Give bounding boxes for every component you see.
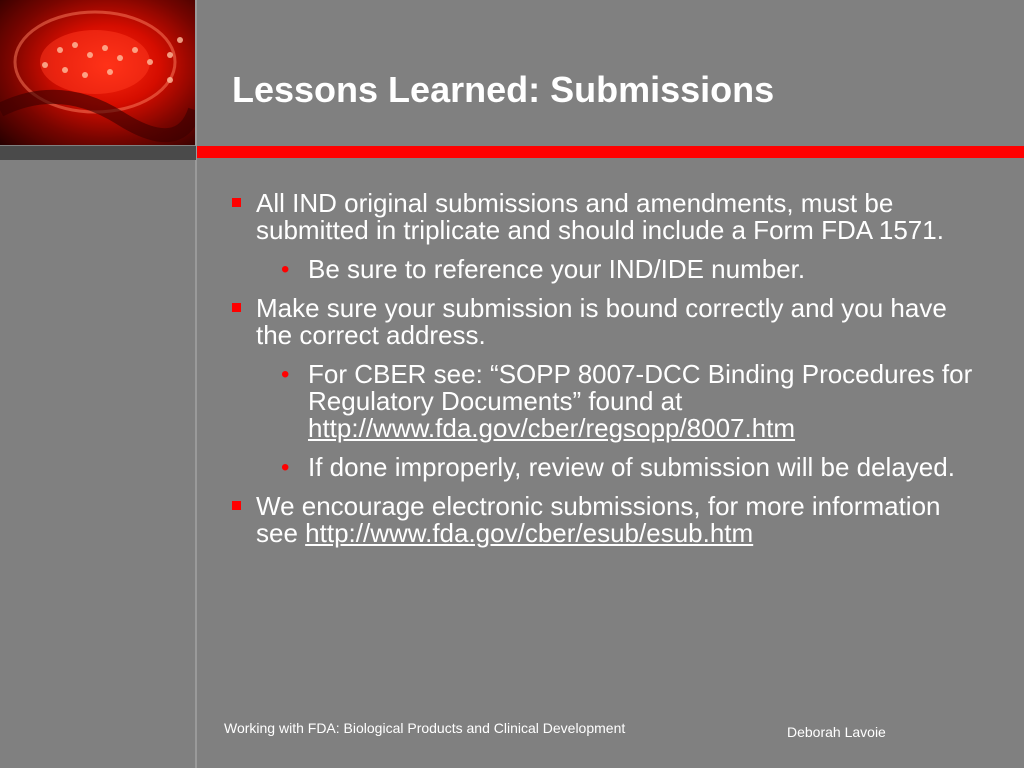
sopp-8007-link[interactable]: http://www.fda.gov/cber/regsopp/8007.htm bbox=[308, 413, 796, 443]
red-square-bullet-icon bbox=[232, 198, 241, 207]
red-dot-bullet-icon: • bbox=[281, 454, 290, 481]
sub-bullet-text: If done improperly, review of submission will be delayed. bbox=[308, 452, 955, 482]
sub-bullet-item bbox=[228, 454, 988, 481]
red-square-bullet-icon bbox=[232, 501, 241, 510]
sub-bullet-item bbox=[228, 361, 988, 442]
slide-title: Lessons Learned: Submissions bbox=[232, 69, 775, 110]
bullet-text: All IND original submissions and amendments, must be submitted in triplicate and should include a Form FDA 1571. bbox=[256, 188, 944, 245]
sub-bullet-text: Be sure to reference your IND/IDE number. bbox=[308, 254, 806, 284]
red-dot-bullet-icon: • bbox=[281, 256, 290, 283]
bullet-text: We encourage electronic submissions, for more information see bbox=[256, 491, 941, 548]
header-rule-dark bbox=[0, 146, 196, 160]
red-dot-bullet-icon: • bbox=[281, 361, 290, 388]
red-square-bullet-icon bbox=[232, 303, 241, 312]
header-rule-red bbox=[197, 146, 1024, 158]
slide-content bbox=[228, 190, 988, 559]
footer-author: Deborah Lavoie bbox=[787, 724, 886, 740]
header-decorative-image bbox=[0, 0, 195, 145]
bullet-item bbox=[228, 190, 988, 244]
bullet-text: Make sure your submission is bound correctly and you have the correct address. bbox=[256, 293, 947, 350]
esub-link[interactable]: http://www.fda.gov/cber/esub/esub.htm bbox=[305, 518, 754, 548]
vertical-divider bbox=[195, 0, 197, 768]
bullet-item bbox=[228, 493, 988, 547]
sub-bullet-text: For CBER see: “SOPP 8007-DCC Binding Procedures for Regulatory Documents” found at bbox=[308, 359, 973, 416]
footer-presentation-title: Working with FDA: Biological Products and Clinical Development bbox=[224, 720, 626, 736]
bullet-item bbox=[228, 295, 988, 349]
sub-bullet-item bbox=[228, 256, 988, 283]
